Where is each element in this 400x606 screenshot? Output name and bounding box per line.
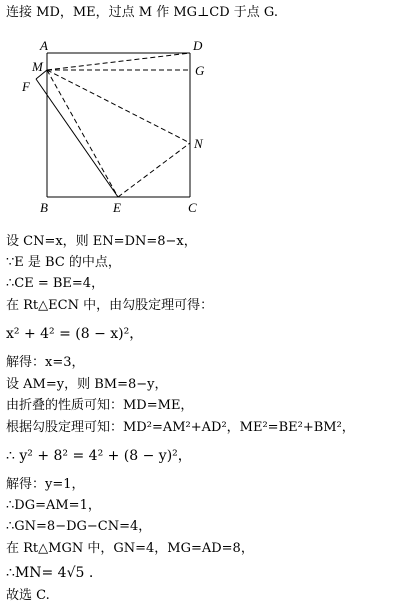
label-M: M [32, 59, 43, 74]
intro-text: 连接 MD，ME，过点 M 作 MG⊥CD 于点 G. [6, 5, 278, 20]
equation-line-1: x² + 4² = (8 − x)²， [6, 326, 144, 342]
label-F: F [22, 79, 30, 94]
label-E: E [113, 200, 121, 215]
solution-line-2: ∵E 是 BC 的中点， [6, 255, 121, 270]
label-C: C [188, 200, 197, 215]
solution-line-4: 在 Rt△ECN 中，由勾股定理可得： [6, 298, 214, 313]
solution-line-11: 解得：y=1， [6, 477, 85, 492]
solution-line-7: 设 AM=y，则 BM=8−y， [6, 377, 168, 392]
solution-line-15: ∴MN= 4√5 . [6, 565, 94, 581]
solution-line-12: ∴DG=AM=1， [6, 498, 101, 513]
label-B: B [40, 200, 48, 215]
solution-line-3: ∴CE = BE=4， [6, 276, 105, 291]
label-A: A [40, 38, 48, 53]
solution-line-13: ∴GN=8−DG−CN=4， [6, 519, 152, 534]
label-D: D [193, 38, 203, 53]
solution-line-16: 故选 C. [6, 588, 50, 603]
dashed-MN [47, 70, 190, 143]
solution-line-8: 由折叠的性质可知：MD=ME， [6, 398, 194, 413]
solution-line-1: 设 CN=x，则 EN=DN=8−x， [6, 234, 197, 249]
segment-FE [36, 79, 118, 197]
dashed-EN [118, 143, 190, 197]
solution-line-9: 根据勾股定理可知：MD²=AM²+AD²，ME²=BE²+BM²， [6, 420, 355, 435]
dashed-ME [47, 70, 118, 197]
equation-line-2: ∴ y² + 8² = 4² + (8 − y)²， [6, 448, 192, 464]
solution-line-6: 解得：x=3， [6, 355, 85, 370]
label-G: G [195, 63, 205, 78]
dashed-MD [47, 53, 190, 70]
label-N: N [194, 136, 203, 151]
geometry-figure [0, 0, 400, 230]
solution-line-14: 在 Rt△MGN 中，GN=4，MG=AD=8， [6, 541, 254, 556]
